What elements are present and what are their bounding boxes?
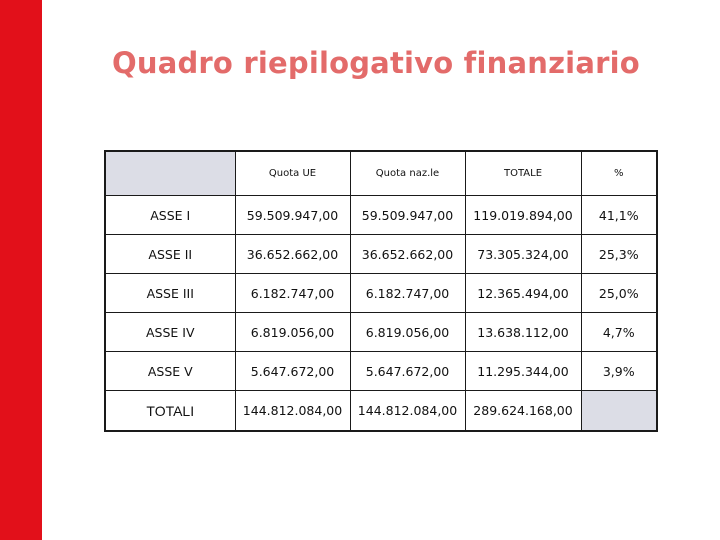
red-side-bar — [0, 0, 42, 540]
total-quota-naz-cell: 144.812.084,00 — [350, 391, 465, 432]
table-row — [105, 313, 657, 352]
table-row — [105, 352, 657, 391]
header-totale: TOTALE — [465, 151, 581, 196]
header-percent: % — [581, 151, 657, 196]
quota-ue-cell: 6.819.056,00 — [235, 313, 350, 352]
slide-title: Quadro riepilogativo finanziario — [112, 46, 640, 80]
quota-naz-cell: 6.182.747,00 — [350, 274, 465, 313]
percent-cell: 41,1% — [581, 196, 657, 235]
row-label: ASSE II — [105, 235, 235, 274]
table-header-row — [105, 151, 657, 196]
percent-cell: 25,3% — [581, 235, 657, 274]
quota-naz-cell: 6.819.056,00 — [350, 313, 465, 352]
quota-naz-cell: 36.652.662,00 — [350, 235, 465, 274]
table-row — [105, 196, 657, 235]
totals-label: TOTALI — [105, 391, 235, 432]
totale-cell: 12.365.494,00 — [465, 274, 581, 313]
header-corner-cell — [105, 151, 235, 196]
table-row — [105, 235, 657, 274]
totale-cell: 73.305.324,00 — [465, 235, 581, 274]
row-label: ASSE IV — [105, 313, 235, 352]
row-label: ASSE V — [105, 352, 235, 391]
total-quota-ue-cell: 144.812.084,00 — [235, 391, 350, 432]
totale-cell: 119.019.894,00 — [465, 196, 581, 235]
financial-summary-table — [104, 150, 658, 432]
quota-ue-cell: 5.647.672,00 — [235, 352, 350, 391]
quota-naz-cell: 5.647.672,00 — [350, 352, 465, 391]
percent-cell: 25,0% — [581, 274, 657, 313]
grand-total-cell: 289.624.168,00 — [465, 391, 581, 432]
header-quota-naz: Quota naz.le — [350, 151, 465, 196]
header-quota-ue: Quota UE — [235, 151, 350, 196]
totals-row — [105, 391, 657, 432]
percent-cell: 3,9% — [581, 352, 657, 391]
totale-cell: 13.638.112,00 — [465, 313, 581, 352]
quota-ue-cell: 36.652.662,00 — [235, 235, 350, 274]
quota-naz-cell: 59.509.947,00 — [350, 196, 465, 235]
row-label: ASSE III — [105, 274, 235, 313]
totale-cell: 11.295.344,00 — [465, 352, 581, 391]
table-row — [105, 274, 657, 313]
row-label: ASSE I — [105, 196, 235, 235]
quota-ue-cell: 59.509.947,00 — [235, 196, 350, 235]
quota-ue-cell: 6.182.747,00 — [235, 274, 350, 313]
total-percent-cell — [581, 391, 657, 432]
percent-cell: 4,7% — [581, 313, 657, 352]
